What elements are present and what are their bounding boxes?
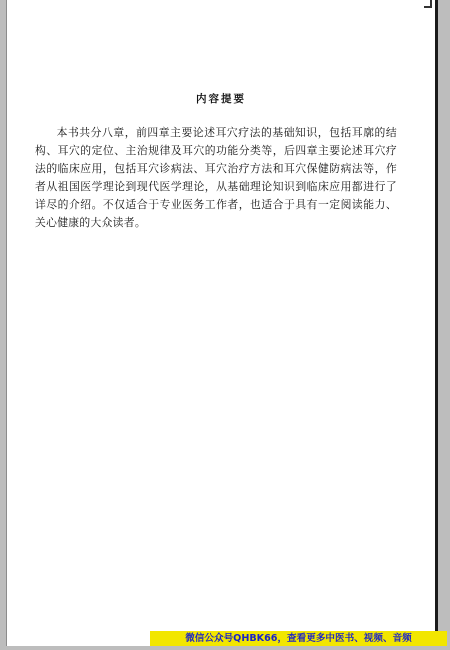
- document-page: [6, 0, 438, 646]
- summary-paragraph: 本书共分八章，前四章主要论述耳穴疗法的基础知识，包括耳廓的结构、耳穴的定位、主治规律及耳穴的功能分类等，后四章主要论述耳穴疗法的临床应用，包括耳穴诊病法、耳穴治疗方法和耳穴保健防病法等，作者从祖国医学理论到现代医学理论，从基础理论知识到临床应用都进行了详尽的介绍。不仅适合于专业医务工作者，也适合于具有一定阅读能力、关心健康的大众读者。: [35, 126, 397, 229]
- page-corner-mark: [424, 0, 432, 8]
- page-title: 内容提要: [196, 93, 246, 105]
- watermark-banner: 微信公众号QHBK66，查看更多中医书、视频、音频: [150, 631, 447, 646]
